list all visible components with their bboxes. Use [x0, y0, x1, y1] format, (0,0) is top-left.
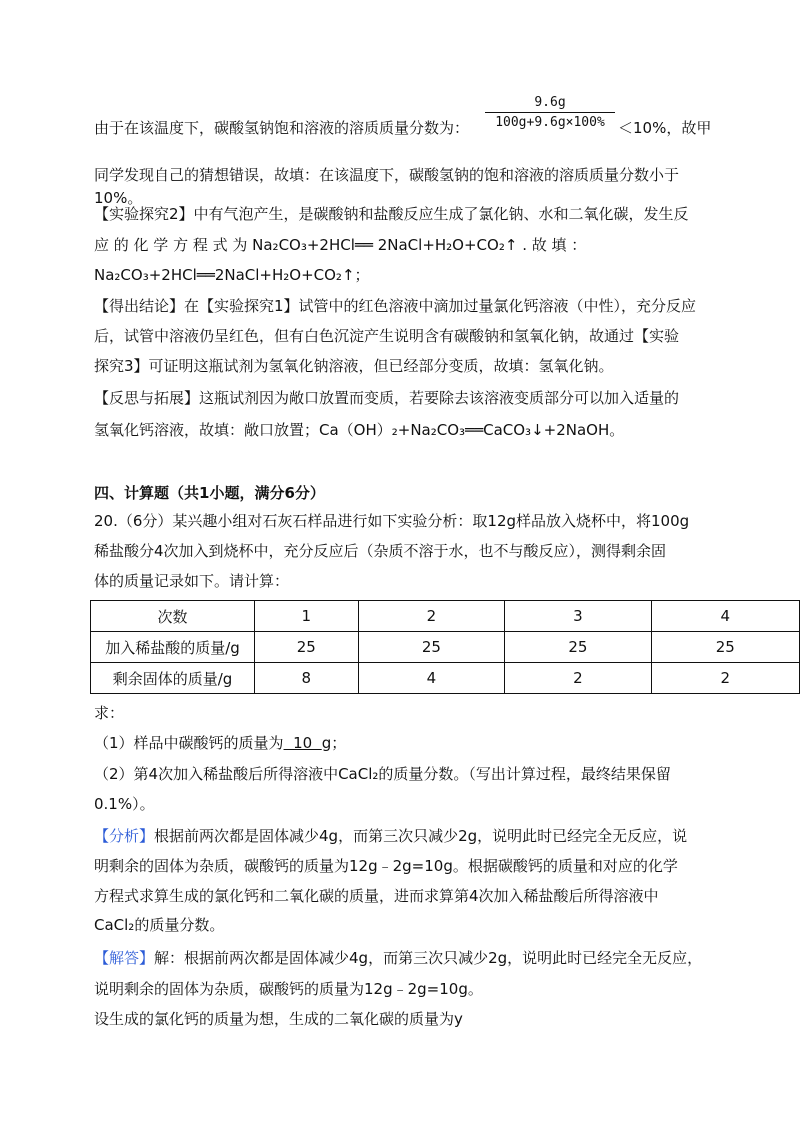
table-cell: 3 [505, 601, 651, 632]
q20-line1: 20.（6分）某兴趣小组对石灰石样品进行如下实验分析：取12g样品放入烧杯中，将100g [94, 512, 690, 530]
fraction [485, 95, 615, 130]
table-cell: 25 [254, 632, 358, 663]
ask-label: 求： [94, 704, 125, 722]
analysis-line2: 明剩余的固体为杂质，碳酸钙的质量为12g﹣2g=10g。根据碳酸钙的质量和对应的化学 [94, 857, 678, 875]
p1-suffix: ＜10%，故甲 [618, 119, 712, 137]
fraction-numerator: 9.6g [485, 95, 615, 113]
analysis-text1: 根据前两次都是固体减少4g，而第三次只减少2g，说明此时已经完全无反应，说 [154, 827, 688, 845]
analysis-line4: CaCl₂的质量分数。 [94, 916, 225, 934]
table-cell: 4 [358, 663, 504, 694]
p4-line2: 氢氧化钙溶液，故填：敞口放置；Ca（OH）₂+Na₂CO₃══CaCO₃↓+2NaOH。 [94, 421, 625, 439]
sub1-line [94, 733, 346, 753]
p1-line3: 10%。 [94, 189, 143, 207]
q20-line3: 体的质量记录如下。请计算： [94, 572, 290, 590]
table-cell: 4 [651, 601, 799, 632]
analysis-tag: 【分析】 [94, 827, 155, 845]
answer-line3: 设生成的氯化钙的质量为想，生成的二氧化碳的质量为y [94, 1010, 463, 1028]
q20-line2: 稀盐酸分4次加入到烧杯中，充分反应后（杂质不溶于水，也不与酸反应），测得剩余固 [94, 542, 667, 560]
p2-line3: Na₂CO₃+2HCl══2NaCl+H₂O+CO₂↑； [94, 266, 370, 284]
answer-text1: 解：根据前两次都是固体减少4g，而第三次只减少2g，说明此时已经完全无反应， [154, 949, 703, 967]
table-cell: 2 [505, 663, 651, 694]
sub1-prefix: （1）样品中碳酸钙的质量为 [94, 734, 284, 752]
table-row [91, 663, 800, 694]
answer-line2: 说明剩余的固体为杂质，碳酸钙的质量为12g﹣2g=10g。 [94, 980, 483, 998]
p1-prefix: 由于在该温度下，碳酸氢钠饱和溶液的溶质质量分数为： [94, 119, 470, 137]
p3-line2: 后，试管中溶液仍呈红色，但有白色沉淀产生说明含有碳酸钠和氢氧化钠，故通过【实验 [94, 327, 680, 345]
answer-tag: 【解答】 [94, 949, 155, 967]
p2-line2: 应 的 化 学 方 程 式 为 Na₂CO₃+2HCl══ 2NaCl+H₂O+CO₂↑ . 故 填 ： [94, 236, 587, 254]
analysis-line1 [94, 826, 687, 846]
p4-line1: 【反思与拓展】这瓶试剂因为敞口放置而变质，若要除去该溶液变质部分可以加入适量的 [94, 389, 680, 407]
table-cell: 次数 [91, 601, 255, 632]
p3-line3: 探究3】可证明这瓶试剂为氢氧化钠溶液，但已经部分变质，故填：氢氧化钠。 [94, 357, 614, 375]
table-cell: 25 [358, 632, 504, 663]
data-table [90, 600, 800, 694]
table-cell: 25 [505, 632, 651, 663]
sub1-suffix: g； [321, 734, 347, 752]
fraction-denominator: 100g+9.6g×100% [495, 115, 605, 130]
table-cell: 剩余固体的质量/g [91, 663, 255, 694]
table-cell: 1 [254, 601, 358, 632]
sub1-answer: 10 [283, 734, 322, 752]
p3-line1: 【得出结论】在【实验探究1】试管中的红色溶液中滴加过量氯化钙溶液（中性），充分反应 [94, 297, 697, 315]
table-cell: 8 [254, 663, 358, 694]
p1-line1 [94, 118, 469, 138]
table-row [91, 601, 800, 632]
p2-line1: 【实验探究2】中有气泡产生，是碳酸钠和盐酸反应生成了氯化钠、水和二氧化碳，发生反 [94, 205, 689, 223]
table-row [91, 632, 800, 663]
sub2-line2: 0.1%）。 [94, 795, 155, 813]
section-title: 四、计算题（共1小题，满分6分） [94, 484, 325, 502]
analysis-line3: 方程式求算生成的氯化钙和二氧化碳的质量，进而求算第4次加入稀盐酸后所得溶液中 [94, 887, 659, 905]
answer-line1 [94, 948, 702, 968]
p1-line2: 同学发现自己的猜想错误，故填：在该温度下，碳酸氢钠的饱和溶液的溶质质量分数小于 [94, 166, 680, 184]
sub2-line1: （2）第4次加入稀盐酸后所得溶液中CaCl₂的质量分数。（写出计算过程，最终结果保留 [94, 765, 671, 783]
table-cell: 25 [651, 632, 799, 663]
table-cell: 加入稀盐酸的质量/g [91, 632, 255, 663]
table-cell: 2 [651, 663, 799, 694]
table-cell: 2 [358, 601, 504, 632]
